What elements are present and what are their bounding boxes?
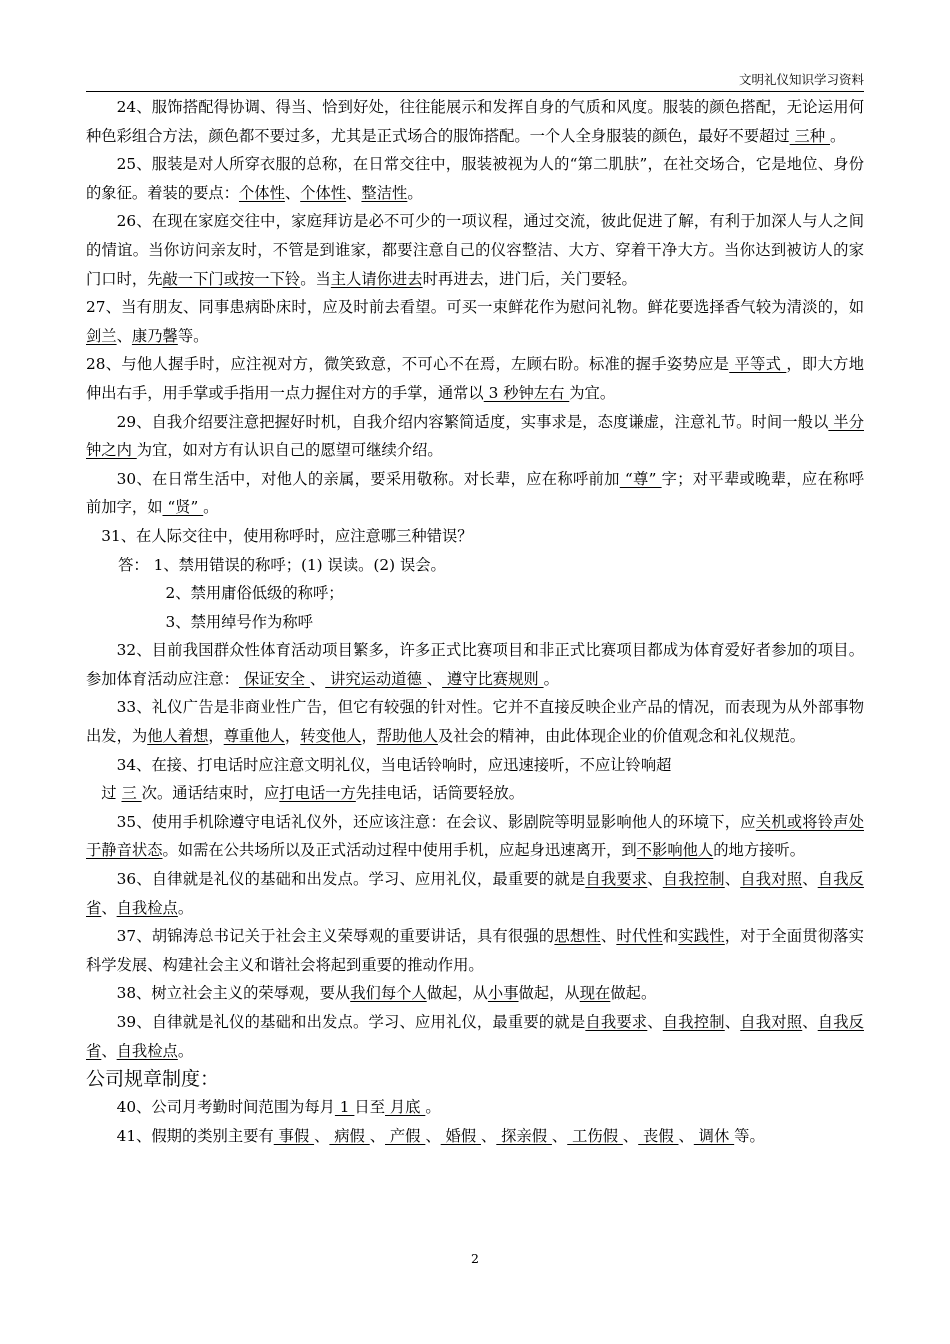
answer-blank: 思想性: [554, 927, 601, 946]
answer-blank: 关机或将铃声处于静音状态: [86, 812, 864, 860]
text-segment: 、: [309, 669, 326, 688]
answer-blank: 平等式: [729, 355, 787, 374]
answer-blank: “贤”: [162, 498, 204, 517]
text-segment: 、: [802, 1013, 818, 1031]
item-30: [86, 465, 864, 522]
text-segment: 、: [346, 183, 362, 202]
text-segment: 、: [101, 898, 117, 917]
text-segment: 、: [369, 1126, 386, 1145]
text-segment: 、: [802, 870, 818, 889]
answer-blank: 自我对照: [740, 1013, 803, 1031]
answer-blank: 自我反省: [86, 870, 864, 917]
answer-blank: 自我控制: [662, 870, 725, 889]
text-segment: 字；对平辈或晚辈，应在称呼前加字，如: [86, 469, 865, 517]
text-segment: 日至: [354, 1098, 385, 1117]
item-31-answer-3: 3、禁用绰号作为称呼: [165, 612, 313, 631]
text-segment: 、: [425, 1126, 441, 1145]
text-segment: 为宜。: [569, 383, 616, 402]
text-segment: 时再进去，进门后，关门要轻。: [422, 269, 637, 288]
text-segment: 。如需在公共场所以及正式活动过程中使用手机，应起身迅速离开，到: [162, 841, 637, 860]
answer-blank: 保证安全: [238, 669, 310, 688]
text-segment: 和: [662, 927, 679, 946]
text-segment: 37、胡锦涛总书记关于社会主义荣辱观的重要讲话，具有很强的: [116, 927, 555, 946]
answer-blank: 自我控制: [662, 1013, 725, 1031]
item-36: [86, 865, 864, 922]
text-segment: 27、当有朋友、同事患病卧床时，应及时前去看望。可买一束鲜花作为慰问礼物。鲜花要选择香气较为清淡的，如: [86, 298, 864, 317]
answer-blank: 探亲假: [496, 1126, 552, 1145]
text-segment: 次。通话结束时，应: [141, 784, 280, 803]
document-body: [86, 93, 864, 1150]
text-segment: 。: [177, 898, 194, 917]
answer-blank: 婚假: [440, 1126, 481, 1145]
page-number: 2: [471, 1251, 479, 1266]
text-segment: 做起，从: [426, 984, 488, 1003]
answer-blank: 他人着想: [147, 727, 209, 746]
text-segment: 24、服饰搭配得协调、得当、恰到好处，往往能展示和发挥自身的气质和风度。服装的颜色搭配，无论运用何种色彩组合方法，颜色都不要过多，尤其是正式场合的服饰搭配。一个人全身服装的颜色，最好不要超过: [86, 98, 864, 145]
answer-blank: 整洁性: [361, 183, 408, 202]
text-segment: 、: [480, 1126, 497, 1145]
text-segment: 30、在日常生活中，对他人的亲属，要采用敬称。对长辈，应在称呼前加: [116, 469, 620, 488]
text-segment: 26、在现在家庭交往中，家庭拜访是必不可少的一项议程，通过交流，彼此促进了解，有利于加深人与人之间的情谊。当你访问亲友时，不管是到谁家，都要注意自己的仪容整洁、大方、穿着干净大方。当你达到被访人的家门口时，先: [86, 212, 864, 288]
answer-blank: 尊重他人: [223, 727, 285, 746]
answer-blank: 时代性: [616, 927, 663, 946]
item-27: [86, 293, 864, 350]
text-segment: 、: [678, 1126, 694, 1145]
answer-blank: 三: [121, 784, 142, 803]
text-segment: 。: [830, 126, 846, 145]
text-segment: 。: [407, 183, 423, 202]
item-37: [86, 922, 864, 979]
answer-blank: 遵守比赛规则: [442, 669, 544, 688]
answer-blank: 产假: [385, 1126, 426, 1145]
text-segment: ，: [361, 727, 377, 746]
answer-blank: 自我对照: [740, 870, 803, 889]
item-28: [86, 350, 864, 407]
answer-blank: “尊”: [619, 469, 662, 488]
item-31-answer-1: 答： 1、禁用错误的称呼；(1) 误读。(2) 误会。: [118, 555, 446, 574]
text-segment: 、: [426, 669, 443, 688]
text-segment: 的地方接听。: [713, 841, 806, 860]
header-title: 文明礼仪知识学习资料: [738, 72, 864, 87]
text-segment: 、: [551, 1126, 568, 1145]
item-34-continued: [86, 779, 864, 808]
item-32: [86, 636, 864, 693]
text-segment: 等。: [734, 1126, 765, 1145]
answer-blank: 自我反省: [86, 1013, 864, 1060]
answer-blank: 工伤假: [567, 1126, 623, 1145]
answer-blank: 康乃馨: [131, 326, 178, 345]
text-segment: 、: [314, 1126, 330, 1145]
text-segment: 38、树立社会主义的荣辱观，要从: [116, 984, 351, 1003]
text-segment: 、: [622, 1126, 639, 1145]
answer-blank: 我们每个人: [350, 984, 427, 1003]
answer-blank: 小事: [487, 984, 519, 1003]
text-segment: 、: [724, 870, 741, 889]
text-segment: 35、使用手机除遵守电话礼仪外，还应该注意：在会议、影剧院等明显影响他人的环境下，应: [116, 812, 756, 831]
text-segment: 29、自我介绍要注意把握好时机，自我介绍内容繁简适度，实事求是，态度谦虚，注意礼节。时间一般以: [116, 412, 829, 431]
answer-blank: 自我检点: [116, 898, 178, 917]
answer-blank: 月底: [385, 1098, 426, 1117]
item-31-answer-2: 2、禁用庸俗低级的称呼；: [165, 584, 344, 603]
text-segment: 、: [647, 1013, 663, 1031]
text-segment: 39、自律就是礼仪的基础和出发点。学习、应用礼仪，最重要的就是: [116, 1013, 586, 1031]
text-segment: ，: [208, 727, 224, 746]
text-segment: ，即大方地伸出右手，用手掌或手指用一点力握住对方的手掌，通常以: [86, 355, 864, 402]
text-segment: 34、在接、打电话时应注意文明礼仪，当电话铃响时，应迅速接听，不应让铃响超: [116, 755, 672, 774]
answer-blank: 自我检点: [116, 1041, 178, 1060]
answer-blank: 事假: [273, 1126, 315, 1145]
answer-blank: 病假: [329, 1126, 370, 1145]
text-segment: 。: [177, 1041, 194, 1060]
answer-blank: 剑兰: [86, 326, 117, 345]
text-segment: 。: [203, 498, 219, 517]
answer-blank: 三种: [789, 126, 830, 145]
text-segment: 。: [425, 1098, 441, 1117]
answer-blank: 丧假: [638, 1126, 679, 1145]
answer-blank: 个体性: [300, 183, 347, 202]
answer-blank: 讲究运动道德: [325, 669, 427, 688]
item-40: [86, 1093, 864, 1122]
text-segment: 33、礼仪广告是非商业性广告，但它有较强的针对性。它并不直接反映企业产品的情况，而表现为从外部事物出发，为: [86, 698, 864, 746]
text-segment: 、: [101, 1041, 117, 1060]
answer-blank: 转变他人: [300, 727, 362, 746]
text-segment: 、: [116, 326, 132, 345]
text-segment: 先挂电话，话筒要轻放。: [355, 784, 525, 803]
answer-blank: 不影响他人: [636, 841, 714, 860]
text-segment: 、: [647, 870, 663, 889]
text-segment: 、: [724, 1013, 741, 1031]
answer-blank: 帮助他人: [376, 727, 438, 746]
page-header: [86, 71, 864, 92]
item-35: [86, 808, 864, 865]
answer-blank: 敲一下门或按一下铃: [162, 269, 301, 288]
text-segment: 41、假期的类别主要有: [116, 1126, 274, 1145]
answer-blank: 个体性: [238, 183, 285, 202]
answer-blank: 主人请你进去: [330, 269, 423, 288]
text-segment: 过: [101, 784, 122, 803]
text-segment: 做起，从: [518, 984, 580, 1003]
item-33: [86, 693, 864, 750]
item-34: [86, 751, 864, 780]
item-26: [86, 207, 864, 293]
item-39: [86, 1008, 864, 1065]
text-segment: 、: [600, 927, 617, 946]
text-segment: 、: [284, 183, 301, 202]
text-segment: 做起。: [610, 984, 657, 1003]
text-segment: 等。: [177, 326, 209, 345]
item-41: [86, 1122, 864, 1151]
section-title: 公司规章制度：: [86, 1068, 220, 1091]
answer-blank: 3 秒钟左右: [483, 383, 570, 402]
item-24: [86, 93, 864, 150]
answer-blank: 调休: [693, 1126, 735, 1145]
item-25: [86, 150, 864, 207]
text-segment: 28、与他人握手时，应注视对方，微笑致意，不可心不在焉，左顾右盼。标准的握手姿势应是: [86, 355, 730, 374]
text-segment: 36、自律就是礼仪的基础和出发点。学习、应用礼仪，最重要的就是: [116, 870, 586, 889]
text-segment: 。当: [300, 269, 331, 288]
text-segment: ，对于全面贯彻落实科学发展、构建社会主义和谐社会将起到重要的推动作用。: [86, 927, 864, 974]
text-segment: 为宜，如对方有认识自己的愿望可继续介绍。: [136, 441, 443, 460]
text-segment: 25、服装是对人所穿衣服的总称，在日常交往中，服装被视为人的“第二肌肤”，在社交场合，它是地位、身份的象征。着装的要点：: [86, 155, 864, 202]
answer-blank: 打电话一方: [279, 784, 356, 803]
item-29: [86, 408, 864, 465]
answer-blank: 自我要求: [585, 870, 648, 889]
text-segment: 40、公司月考勤时间范围为每月: [116, 1098, 335, 1117]
answer-blank: 现在: [579, 984, 611, 1003]
item-38: [86, 979, 864, 1008]
item-31: 31、在人际交往中，使用称呼时，应注意哪三种错误？: [101, 526, 473, 545]
answer-blank: 实践性: [678, 927, 725, 946]
answer-blank: 1: [334, 1098, 355, 1117]
answer-blank: 半分钟之内: [86, 412, 864, 460]
text-segment: 及社会的精神，由此体现企业的价值观念和礼仪规范。: [437, 727, 806, 746]
text-segment: 。: [543, 669, 559, 688]
text-segment: 32、目前我国群众性体育活动项目繁多，许多正式比赛项目和非正式比赛项目都成为体育爱好者参加的项目。参加体育活动应注意：: [86, 641, 864, 688]
answer-blank: 自我要求: [585, 1013, 648, 1031]
text-segment: ，: [284, 727, 301, 746]
